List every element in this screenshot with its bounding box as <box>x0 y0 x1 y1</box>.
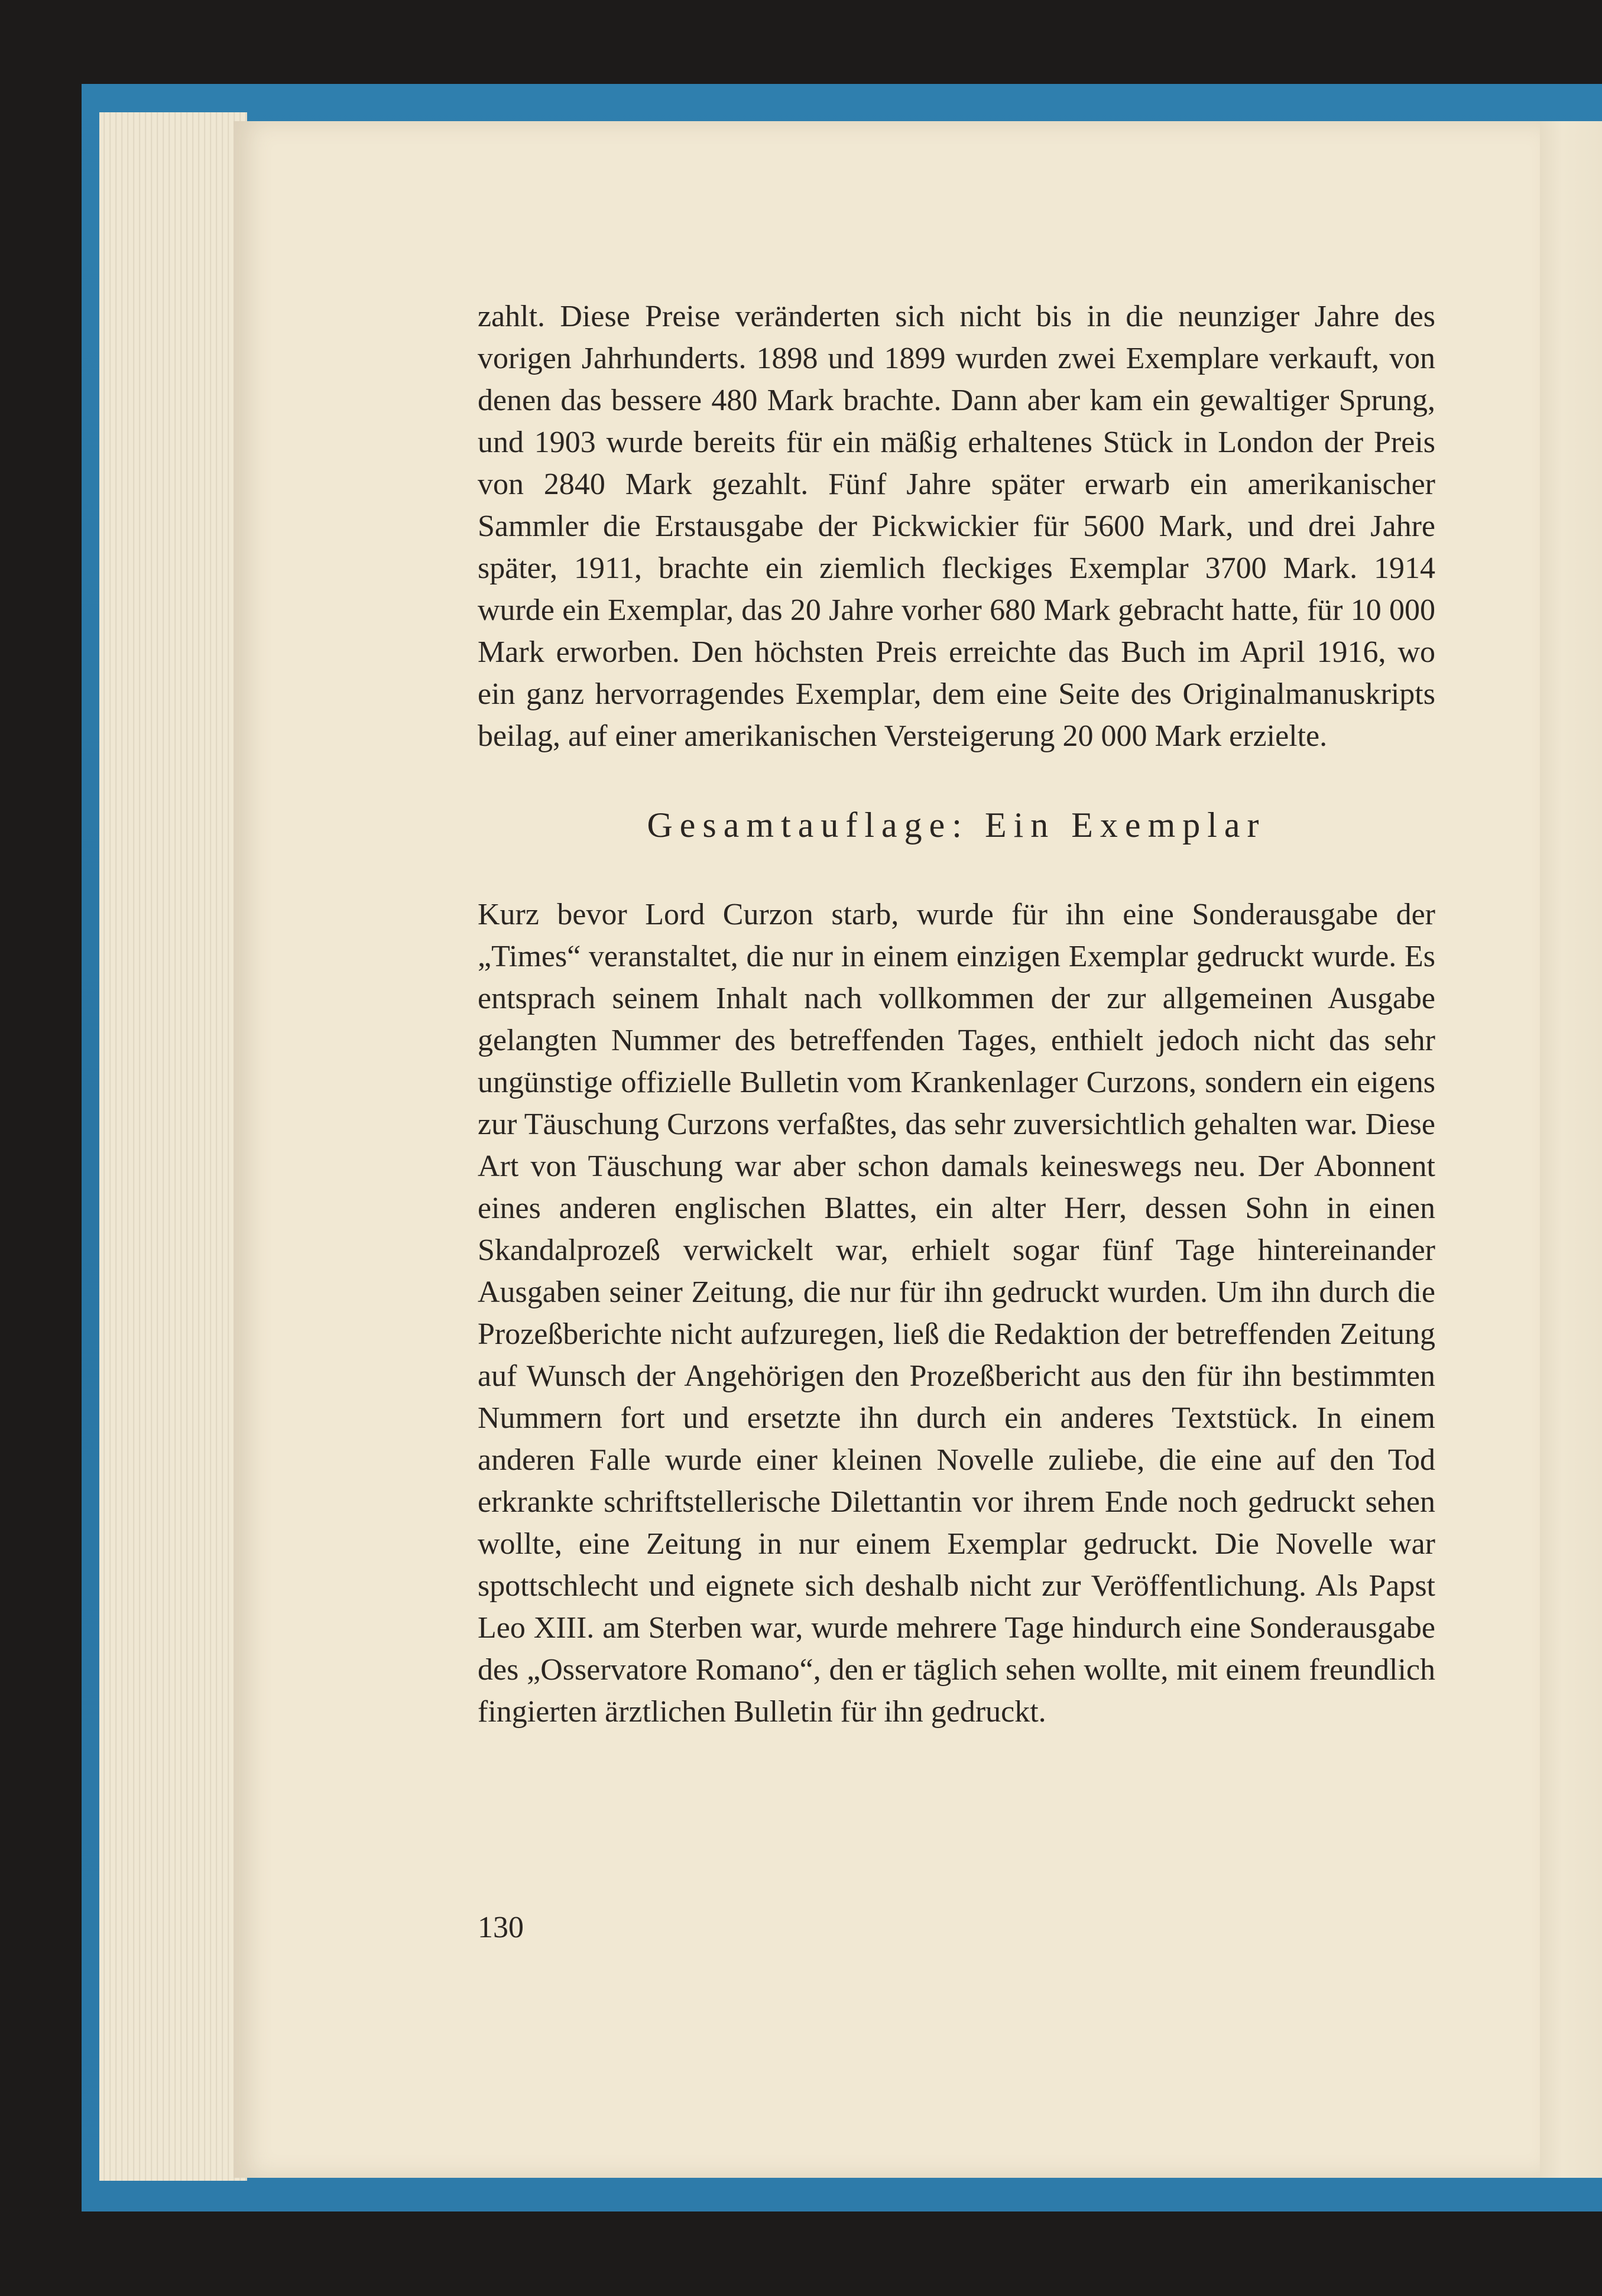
paragraph: zahlt. Diese Preise veränderten sich nicht bis in die neunziger Jahre des vorigen Jahrhunderts. 1898 und 1899 wurden zwei Exemplare verkauft, von denen das bessere 480 Mark brachte. Dann aber kam ein gewaltiger Sprung, und 1903 wurde bereits für ein mäßig erhaltenes Stück in London der Preis von 2840 Mark gezahlt. Fünf Jahre später erwarb ein amerikanischer Sammler die Erstausgabe der Pickwickier für 5600 Mark, und drei Jahre später, 1911, brachte ein ziemlich fleckiges Exemplar 3700 Mark. 1914 wurde ein Exemplar, das 20 Jahre vorher 680 Mark gebracht hatte, für 10 000 Mark erworben. Den höchsten Preis erreichte das Buch im April 1916, wo ein ganz hervorragendes Exemplar, dem eine Seite des Originalmanuskripts beilag, auf einer amerikanischen Versteigerung 20 000 Mark erzielte. <box>478 300 1435 753</box>
page-edges <box>99 112 247 2181</box>
paragraph: Kurz bevor Lord Curzon starb, wurde für ihn eine Sonderausgabe der „Times“ veranstaltet, die nur in einem einzigen Exemplar gedruckt wurde. Es entsprach seinem Inhalt nach vollkommen der zur allgemeinen Ausgabe gelangten Nummer des betreffenden Tages, enthielt jedoch nicht das sehr ungünstige offizielle Bulletin vom Krankenlager Curzons, sondern ein eigens zur Täuschung Curzons verfaßtes, das sehr zuversichtlich gehalten war. Diese Art von Täuschung war aber schon damals keineswegs neu. Der Abonnent eines anderen englischen Blattes, ein alter Herr, dessen Sohn in einen Skandalprozeß verwickelt war, erhielt sogar fünf Tage hintereinander Ausgaben seiner Zeitung, die nur für ihn gedruckt wurden. Um ihn durch die Prozeßberichte nicht aufzuregen, ließ die Redaktion der betreffenden Zeitung auf Wunsch der Angehörigen den Prozeßbericht aus den für ihn bestimmten Nummern fort und ersetzte ihn durch ein anderes Textstück. In einem anderen Falle wurde einer kleinen Novelle zuliebe, die eine auf den Tod erkrankte schriftstellerische Dilettantin vor ihrem Ende noch gedruckt sehen wollte, eine Zeitung in nur einem Exemplar gedruckt. Die Novelle war spottschlecht und eignete sich deshalb nicht zur Veröffentlichung. Als Papst Leo XIII. am Sterben war, wurde mehrere Tage hindurch eine Sonderausgabe des „Osservatore Romano“, den er täglich sehen wollte, mit einem freundlich fingierten ärztlichen Bulletin für ihn gedruckt. <box>478 898 1435 1729</box>
facing-page-edge <box>1536 121 1602 2178</box>
page-text <box>478 295 1435 1733</box>
section-heading: Gesamtauflage: Ein Exemplar <box>647 806 1266 845</box>
page-number: 130 <box>478 1911 524 1944</box>
